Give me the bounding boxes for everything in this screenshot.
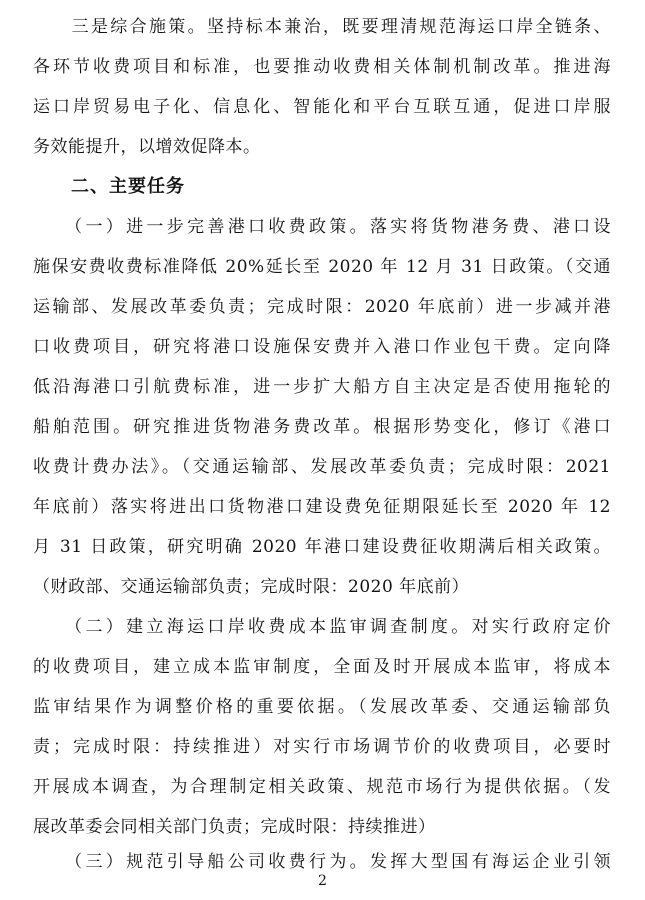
paragraph-line: 年底前）落实将进出口货物港口建设费免征期限延长至 2020 年 12 <box>33 497 611 517</box>
paragraph-line: 监审结果作为调整价格的重要依据。（发展改革委、交通运输部负 <box>33 697 611 717</box>
paragraph-line: 收费计费办法》。（交通运输部、发展改革委负责；完成时限：2021 <box>33 457 611 477</box>
paragraph-line: （三）规范引导船公司收费行为。发挥大型国有海运企业引领 <box>33 852 611 872</box>
paragraph-line: 展改革委会同相关部门负责；完成时限：持续推进） <box>33 817 436 837</box>
paragraph-line: （二）建立海运口岸收费成本监审调查制度。对实行政府定价 <box>33 617 611 637</box>
paragraph-line: 低沿海港口引航费标准，进一步扩大船方自主决定是否使用拖轮的 <box>33 377 611 397</box>
paragraph-line: 口收费项目，研究将港口设施保安费并入港口作业包干费。定向降 <box>33 337 611 357</box>
paragraph-line: 务效能提升，以增效促降本。 <box>33 137 261 157</box>
paragraph-line: 三是综合施策。坚持标本兼治，既要理清规范海运口岸全链条、 <box>33 17 611 37</box>
paragraph-line: 月 31 日政策，研究明确 2020 年港口建设费征收期满后相关政策。 <box>33 537 611 557</box>
paragraph-line: 开展成本调查，为合理制定相关政策、规范市场行为提供依据。（发 <box>33 777 611 797</box>
paragraph-line: （财政部、交通运输部负责；完成时限：2020 年底前） <box>33 577 470 597</box>
paragraph-line: 各环节收费项目和标准，也要推动收费相关体制机制改革。推进海 <box>33 57 611 77</box>
paragraph-line: （一）进一步完善港口收费政策。落实将货物港务费、港口设 <box>33 217 611 237</box>
paragraph-line: 的收费项目，建立成本监审制度，全面及时开展成本监审，将成本 <box>33 657 611 677</box>
paragraph-line: 施保安费收费标准降低 20%延长至 2020 年 12 月 31 日政策。（交通 <box>33 257 611 277</box>
paragraph-line: 运输部、发展改革委负责；完成时限：2020 年底前）进一步减并港 <box>33 297 611 317</box>
paragraph-line: 责；完成时限：持续推进）对实行市场调节价的收费项目，必要时 <box>33 737 611 757</box>
page-number: 2 <box>318 873 327 889</box>
paragraph-line: 船舶范围。研究推进货物港务费改革。根据形势变化，修订《港口 <box>33 417 611 437</box>
paragraph-line: 运口岸贸易电子化、信息化、智能化和平台互联互通，促进口岸服 <box>33 97 611 117</box>
section-heading: 二、主要任务 <box>33 176 185 197</box>
